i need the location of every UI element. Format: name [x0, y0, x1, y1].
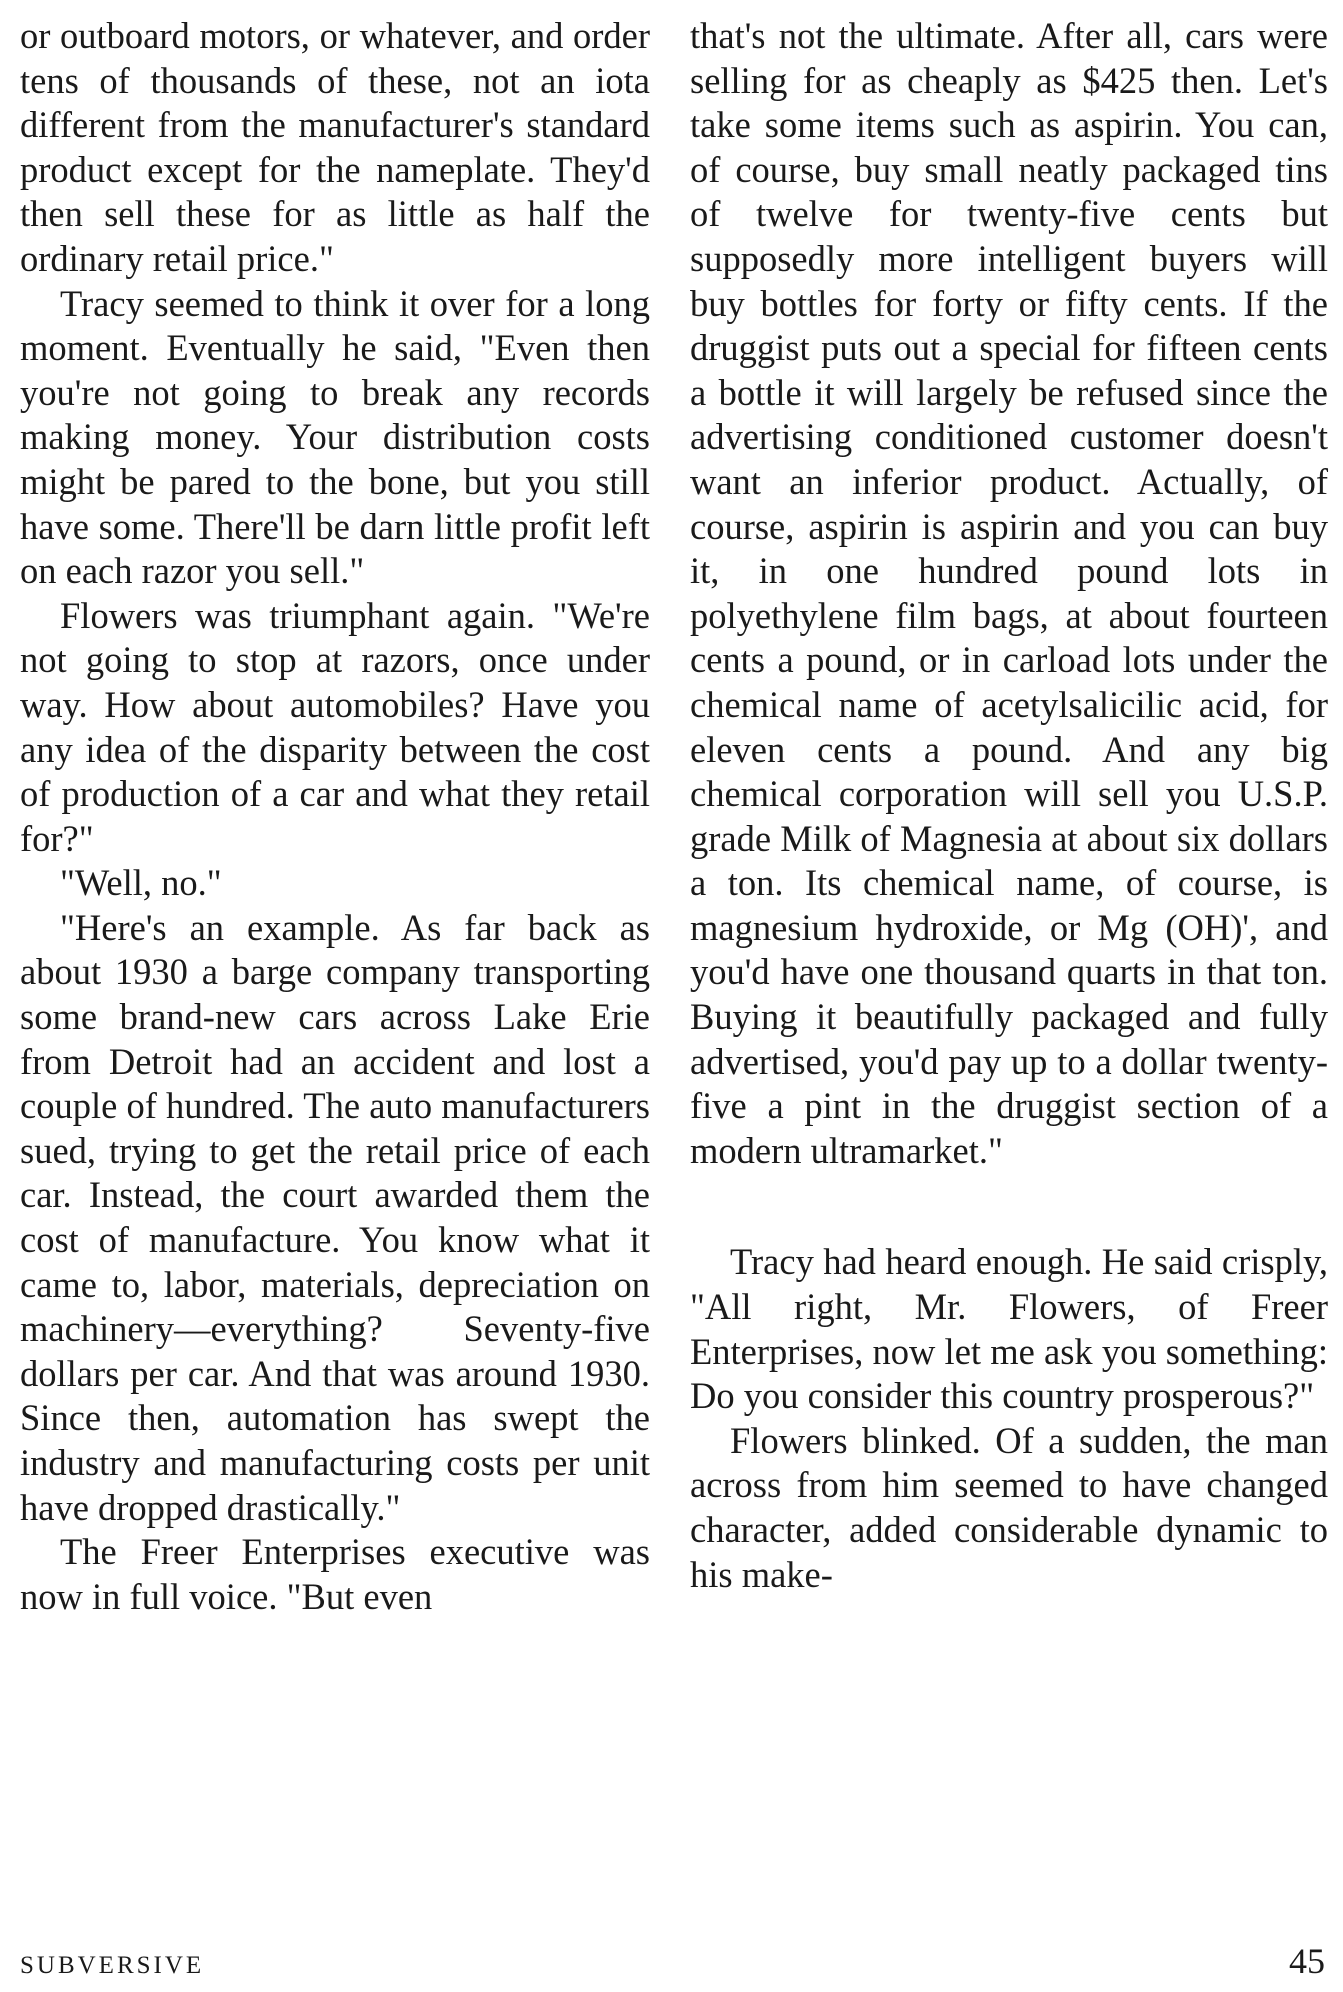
paragraph: "Well, no.": [60, 862, 222, 904]
paragraph: "Here's an example. As far back as about 1930 a barge company transporting some brand-new cars across Lake Erie from Detroit had an accident and lost a couple of hundred. The auto manufacturers sued, trying to get the retail price of each car. Instead, the court awarded them the cost of manufacture. You know what it came to, labor, materials, depreciation on machinery—everything? Seventy-five dollars per car. And that was around 1930. Since then, automation has swept the industry and manufacturing costs per unit have dropped drastically.": [20, 906, 650, 1528]
page-number: 45: [1289, 1941, 1325, 1981]
paragraph: Flowers blinked. Of a sudden, the man across from him seemed to have changed character, added considerable dynamic to his make-: [690, 1419, 1328, 1595]
paragraph: that's not the ultimate. After all, cars were selling for as cheaply as $425 then. Let's take some items such as aspirin. You can, of course, buy small neatly packaged tins of twelve for twenty-five cents but supposedly more intelligent buyers will buy bottles for forty or fifty cents. If the druggist puts out a special for fifteen cents a bottle it will largely be refused since the advertising conditioned customer doesn't want an inferior product. Actually, of course, aspirin is aspirin and you can buy it, in one hundred pound lots in polyethylene film bags, at about fourteen cents a pound, or in carload lots under the chemical name of acetylsalicilic acid, for eleven cents a pound. And any big chemical corporation will sell you U.S.P. grade Milk of Magnesia at about six dollars a ton. Its chemical name, of course, is magnesium hydroxide, or Mg (OH)', and you'd have one thousand quarts in that ton. Buying it beautifully packaged and fully advertised, you'd pay up to a dollar twenty-five a pint in the druggist section of a modern ultramarket.": [690, 15, 1328, 1171]
paragraph: or outboard motors, or whatever, and order tens of thousands of these, not an iota different from the manufacturer's standard product except for the nameplate. They'd then sell these for as little as half the ordinary retail price.": [20, 15, 650, 279]
paragraph: Tracy seemed to think it over for a long moment. Eventually he said, "Even then you're not going to break any records making money. Your distribution costs might be pared to the bone, but you still have some. There'll be darn little profit left on each razor you sell.": [20, 282, 650, 592]
paragraph: Flowers was triumphant again. "We're not going to stop at razors, once under way. How about automobiles? Have you any idea of the disparity between the cost of production of a car and what they retail for?": [20, 594, 650, 859]
paragraph: The Freer Enterprises executive was now in full voice. "But even: [20, 1531, 650, 1617]
left-text-column: [20, 14, 650, 1619]
paragraph: Tracy had heard enough. He said crisply, "All right, Mr. Flowers, of Freer Enterprises, now let me ask you something: Do you consider this country prosperous?": [690, 1241, 1328, 1417]
right-text-column: [690, 14, 1328, 1597]
running-title: SUBVERSIVE: [20, 1952, 205, 1979]
